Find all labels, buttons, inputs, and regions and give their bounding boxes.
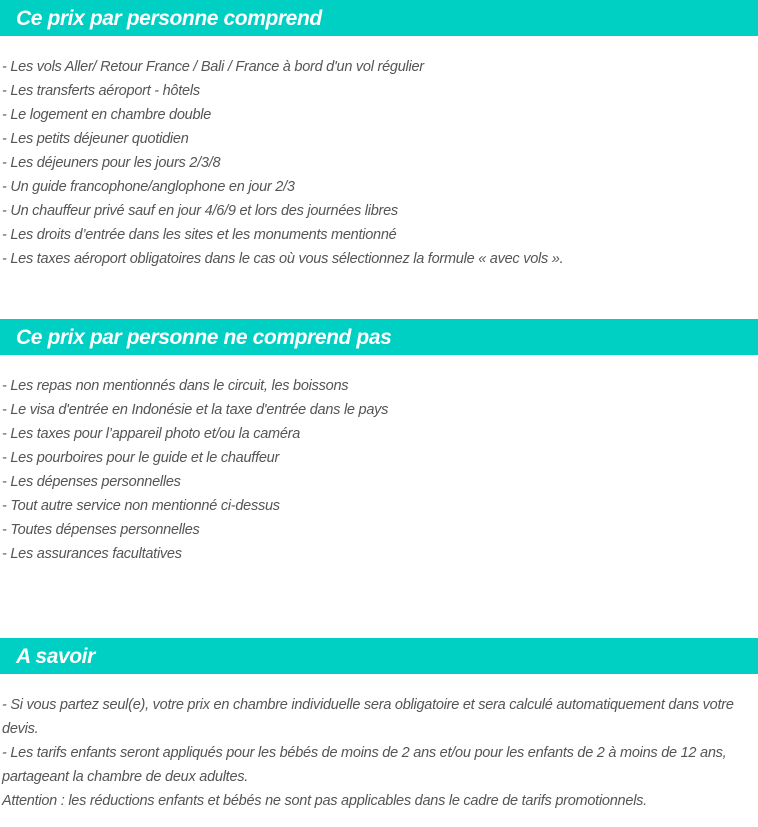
- list-item: - Les petits déjeuner quotidien: [2, 131, 189, 147]
- list-item: - Les transferts aéroport - hôtels: [2, 83, 200, 99]
- note-paragraph: Attention : les réductions enfants et bébés ne sont pas applicables dans le cadre de tarifs promotionnels.: [2, 793, 647, 809]
- section-body-included: [0, 55, 758, 271]
- list-item: - Les dépenses personnelles: [2, 474, 181, 490]
- section-title-notes: A savoir: [16, 644, 95, 668]
- section-header-notes: [0, 638, 758, 674]
- list-item: - Le logement en chambre double: [2, 107, 212, 123]
- list-item: - Les taxes pour l’appareil photo et/ou la caméra: [2, 426, 301, 442]
- list-item: - Toutes dépenses personnelles: [2, 522, 200, 538]
- note-paragraph: - Les tarifs enfants seront appliqués pour les bébés de moins de 2 ans et/ou pour les enfants de 2 à moins de 12 ans, partageant la chambre de deux adultes.: [2, 745, 727, 785]
- section-header-excluded: [0, 319, 758, 355]
- list-item: - Tout autre service non mentionné ci-dessus: [2, 498, 280, 514]
- list-item: - Les pourboires pour le guide et le chauffeur: [2, 450, 280, 466]
- section-title-included: Ce prix par personne comprend: [16, 6, 322, 30]
- note-paragraph: - Si vous partez seul(e), votre prix en chambre individuelle sera obligatoire et sera calculé automatiquement dans votre devis.: [2, 697, 734, 737]
- section-body-excluded: [0, 374, 758, 566]
- section-header-included: [0, 0, 758, 36]
- list-item: - Un guide francophone/anglophone en jour 2/3: [2, 179, 295, 195]
- list-item: - Les taxes aéroport obligatoires dans le cas où vous sélectionnez la formule « avec vols ».: [2, 251, 564, 267]
- section-title-excluded: Ce prix par personne ne comprend pas: [16, 325, 392, 349]
- list-item: - Les droits d’entrée dans les sites et les monuments mentionné: [2, 227, 397, 243]
- list-item: - Les assurances facultatives: [2, 546, 182, 562]
- list-item: - Les repas non mentionnés dans le circuit, les boissons: [2, 378, 349, 394]
- list-item: - Le visa d'entrée en Indonésie et la taxe d'entrée dans le pays: [2, 402, 389, 418]
- list-item: - Les déjeuners pour les jours 2/3/8: [2, 155, 221, 171]
- list-item: - Un chauffeur privé sauf en jour 4/6/9 et lors des journées libres: [2, 203, 398, 219]
- list-item: - Les vols Aller/ Retour France / Bali / France à bord d'un vol régulier: [2, 59, 424, 75]
- section-body-notes: [0, 693, 758, 813]
